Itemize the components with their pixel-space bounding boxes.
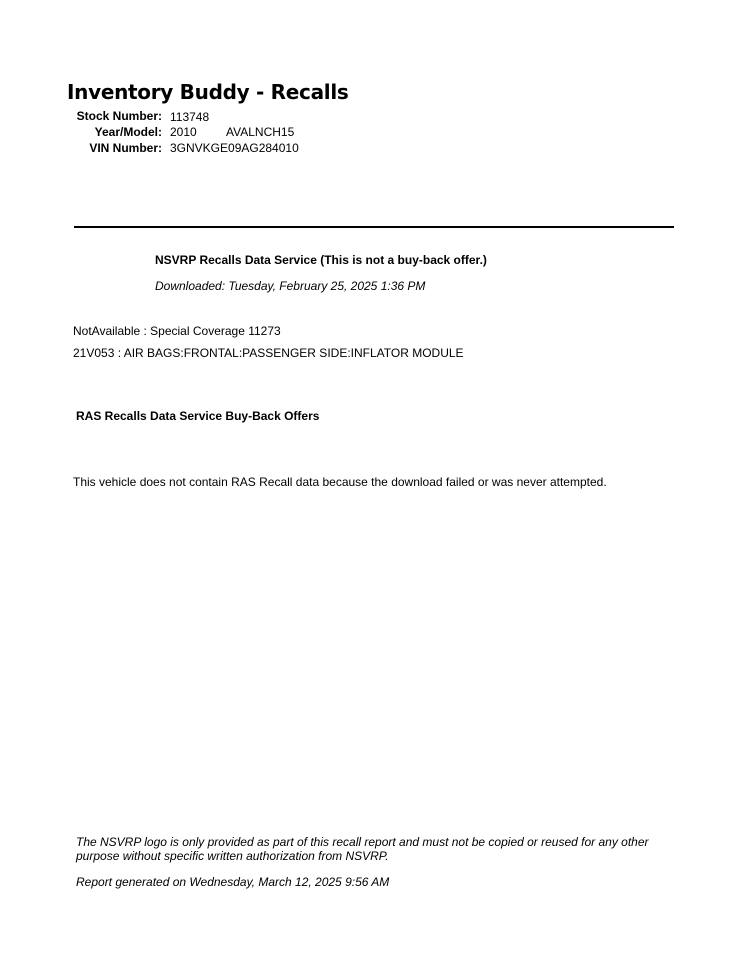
section-divider bbox=[74, 226, 674, 228]
page-title: Inventory Buddy - Recalls bbox=[67, 80, 349, 104]
logo-notice: The NSVRP logo is only provided as part of this recall report and must not be copied or reused for any other purpose without specific written authorization from NSVRP. bbox=[76, 835, 649, 863]
vin-number-value: 3GNVKGE09AG284010 bbox=[170, 141, 299, 155]
stock-number-value: 113748 bbox=[170, 110, 210, 124]
ras-heading: RAS Recalls Data Service Buy-Back Offers bbox=[76, 409, 320, 423]
nsvrp-downloaded: Downloaded: Tuesday, February 25, 2025 1:36 PM bbox=[155, 279, 426, 293]
recall-item: NotAvailable : Special Coverage 11273 bbox=[73, 324, 281, 338]
ras-message: This vehicle does not contain RAS Recall data because the download failed or was never attempted. bbox=[73, 475, 607, 489]
year-model-label: Year/Model: bbox=[94, 125, 162, 139]
year-value: 2010 bbox=[170, 125, 197, 139]
model-value: AVALNCH15 bbox=[226, 125, 295, 139]
stock-number-label: Stock Number: bbox=[76, 109, 162, 123]
report-generated: Report generated on Wednesday, March 12, 2025 9:56 AM bbox=[76, 875, 390, 889]
recall-item: 21V053 : AIR BAGS:FRONTAL:PASSENGER SIDE:INFLATOR MODULE bbox=[73, 346, 464, 360]
vin-number-label: VIN Number: bbox=[89, 141, 162, 155]
nsvrp-heading: NSVRP Recalls Data Service (This is not a buy-back offer.) bbox=[155, 253, 487, 267]
